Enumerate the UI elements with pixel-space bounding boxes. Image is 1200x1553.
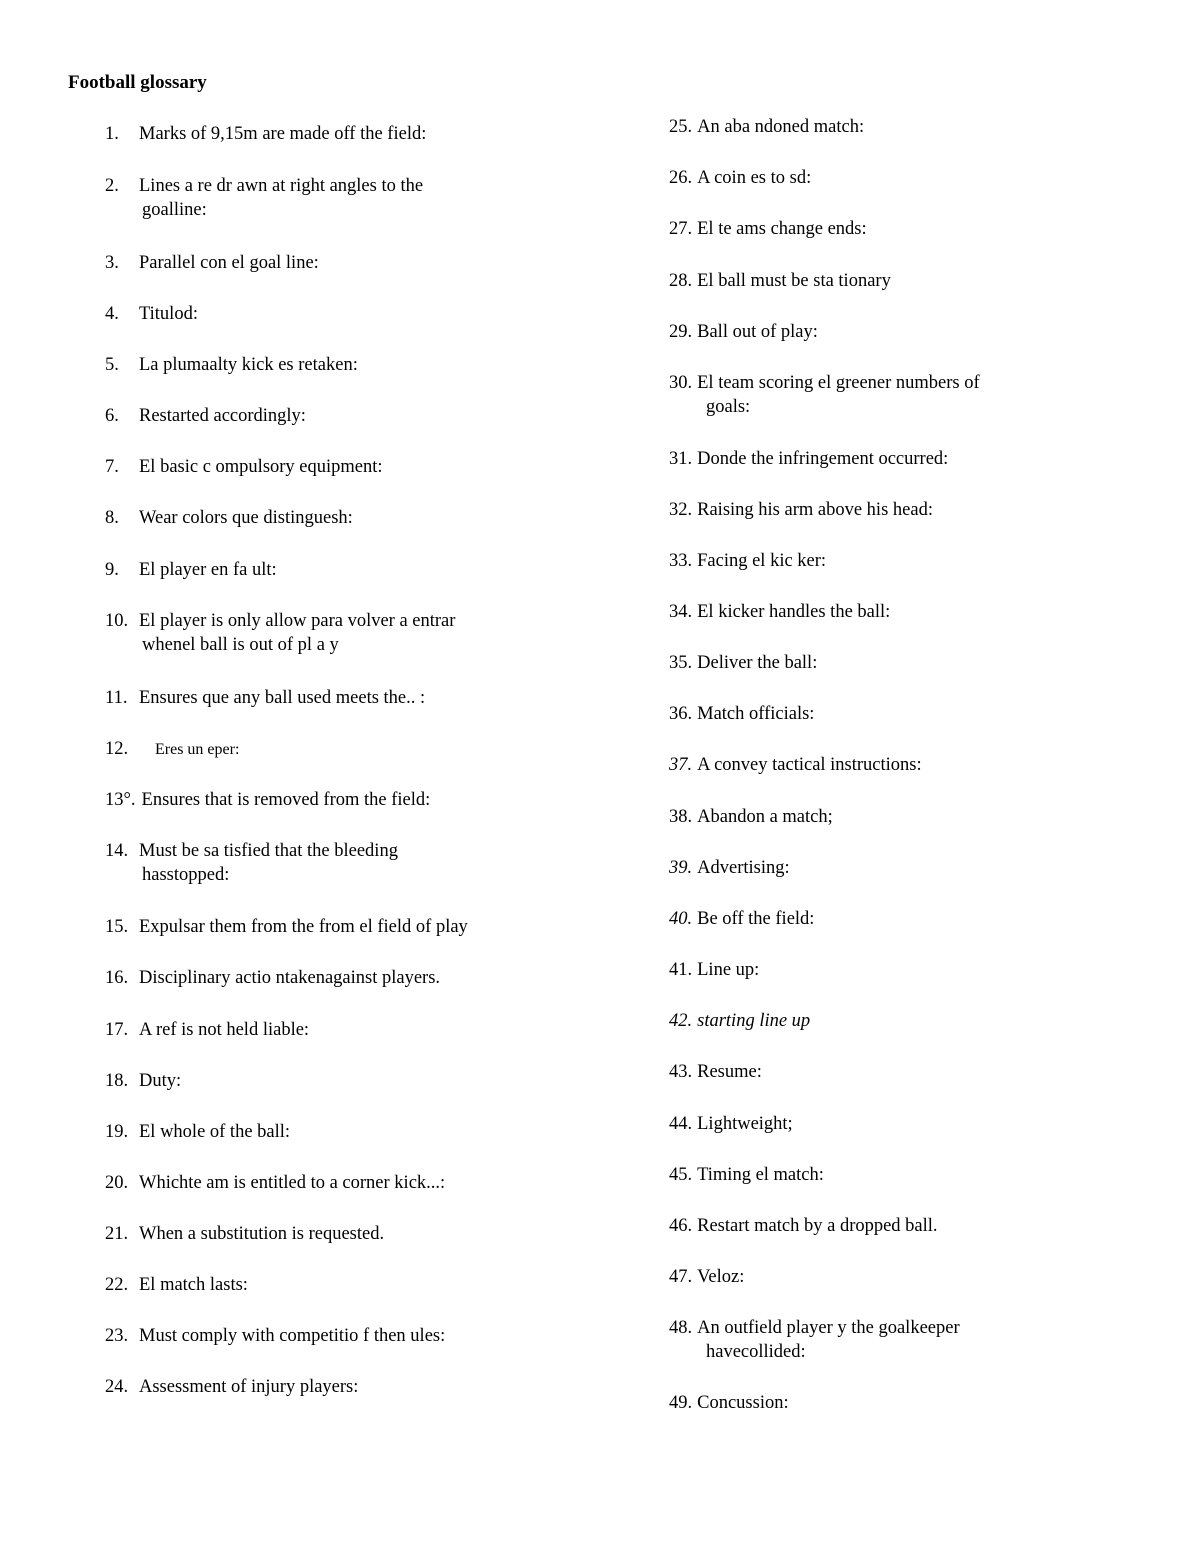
item-number: 26. [669, 168, 693, 188]
glossary-item [105, 915, 555, 939]
item-text: Must be sa tisfied that the bleeding [139, 841, 398, 861]
item-text: El kicker handles the ball: [697, 602, 891, 622]
item-text: Restart match by a dropped ball. [697, 1216, 938, 1236]
item-number: 4. [105, 304, 119, 324]
glossary-item [105, 1273, 555, 1297]
glossary-item [105, 1120, 555, 1144]
item-number: 34. [669, 602, 693, 622]
item-text: Parallel con el goal line: [139, 253, 319, 273]
glossary-item [105, 788, 555, 812]
item-text: Line up: [697, 960, 760, 980]
item-text: Lines a re dr awn at right angles to the [139, 176, 424, 196]
item-number: 20. [105, 1173, 129, 1193]
item-number: 6. [105, 406, 119, 426]
glossary-item [669, 1265, 1069, 1289]
item-number: 23. [105, 1326, 129, 1346]
item-number: 8. [105, 508, 119, 528]
item-text: Wear colors que distinguesh: [139, 508, 353, 528]
item-number: 11. [105, 688, 128, 708]
item-text: An outfield player y the goalkeeper [697, 1318, 960, 1338]
item-number: 44. [669, 1114, 693, 1134]
glossary-item [669, 1391, 1069, 1415]
item-number: 16. [105, 968, 129, 988]
item-text: Raising his arm above his head: [697, 500, 933, 520]
glossary-item [105, 353, 555, 377]
glossary-item [105, 174, 555, 222]
glossary-item [669, 549, 1069, 573]
item-number: 35. [669, 653, 693, 673]
glossary-item [669, 320, 1069, 344]
glossary-item [669, 702, 1069, 726]
item-number: 19. [105, 1122, 129, 1142]
glossary-item [669, 115, 1069, 139]
item-number: 27. [669, 219, 693, 239]
item-text-continued: havecollided: [706, 1342, 806, 1362]
item-number: 47. [669, 1267, 693, 1287]
item-number: 17. [105, 1020, 129, 1040]
glossary-item [669, 1060, 1069, 1084]
item-number: 36. [669, 704, 693, 724]
glossary-item [669, 269, 1069, 293]
item-number: 29. [669, 322, 693, 342]
glossary-item [105, 558, 555, 582]
item-text: Titulod: [139, 304, 198, 324]
item-text: Match officials: [697, 704, 815, 724]
item-text: Ensures that is removed from the field: [141, 790, 431, 810]
item-number: 1. [105, 124, 119, 144]
item-text: Restarted accordingly: [139, 406, 306, 426]
item-number: 2. [105, 176, 119, 196]
item-text: El basic c ompulsory equipment: [139, 457, 383, 477]
item-text: Resume: [697, 1062, 762, 1082]
glossary-item [669, 1009, 1069, 1033]
item-text: Expulsar them from the from el field of play [139, 917, 468, 937]
glossary-item [105, 302, 555, 326]
glossary-item [105, 404, 555, 428]
page-title: Football glossary [68, 72, 207, 93]
item-text: A convey tactical instructions: [697, 755, 922, 775]
item-number: 21. [105, 1224, 129, 1244]
glossary-item [105, 1171, 555, 1195]
glossary-item [105, 1324, 555, 1348]
item-number: 14. [105, 841, 129, 861]
item-number: 42. [669, 1011, 693, 1031]
glossary-item [105, 251, 555, 275]
item-text: Lightweight; [697, 1114, 793, 1134]
item-number: 41. [669, 960, 693, 980]
glossary-item [105, 1222, 555, 1246]
item-number: 46. [669, 1216, 693, 1236]
glossary-item [105, 1018, 555, 1042]
glossary-item [669, 958, 1069, 982]
item-text: A coin es to sd: [697, 168, 812, 188]
item-number: 13°. [105, 790, 136, 810]
item-text: Must comply with competitio f then ules: [139, 1326, 446, 1346]
item-number: 12. [105, 739, 129, 759]
glossary-item [669, 217, 1069, 241]
item-number: 25. [669, 117, 693, 137]
glossary-item [105, 966, 555, 990]
item-text: El te ams change ends: [697, 219, 867, 239]
glossary-item [669, 805, 1069, 829]
glossary-item [669, 166, 1069, 190]
item-text: Be off the field: [697, 909, 815, 929]
item-number: 24. [105, 1377, 129, 1397]
item-number: 28. [669, 271, 693, 291]
glossary-item [105, 686, 555, 710]
item-text-continued: hasstopped: [142, 865, 230, 885]
glossary-item [669, 1163, 1069, 1187]
item-text: Whichte am is entitled to a corner kick...: [139, 1173, 446, 1193]
item-text: starting line up [697, 1011, 811, 1031]
item-number: 3. [105, 253, 119, 273]
item-text: Timing el match: [697, 1165, 824, 1185]
item-text: El match lasts: [139, 1275, 248, 1295]
glossary-item [669, 498, 1069, 522]
item-number: 10. [105, 611, 129, 631]
item-text: Disciplinary actio ntakenagainst players. [139, 968, 441, 988]
glossary-item [105, 839, 555, 887]
glossary-item [669, 907, 1069, 931]
glossary-item [669, 1112, 1069, 1136]
glossary-item [105, 122, 555, 146]
glossary-item [669, 1316, 1069, 1364]
item-number: 32. [669, 500, 693, 520]
item-text: El ball must be sta tionary [697, 271, 891, 291]
glossary-item [669, 651, 1069, 675]
glossary-item [669, 600, 1069, 624]
item-text: El player is only allow para volver a entrar [139, 611, 456, 631]
glossary-item [105, 737, 555, 762]
item-text: El whole of the ball: [139, 1122, 291, 1142]
item-number: 9. [105, 560, 119, 580]
item-number: 45. [669, 1165, 693, 1185]
item-text: Facing el kic ker: [697, 551, 827, 571]
item-text: El team scoring el greener numbers of [697, 373, 980, 393]
item-text: El player en fa ult: [139, 560, 277, 580]
item-text: Eres un eper: [155, 741, 240, 758]
item-text-continued: goalline: [142, 200, 207, 220]
item-number: 7. [105, 457, 119, 477]
glossary-item [105, 455, 555, 479]
glossary-item [105, 609, 555, 657]
item-number: 31. [669, 449, 693, 469]
item-number: 37. [669, 755, 693, 775]
item-number: 40. [669, 909, 693, 929]
item-text: An aba ndoned match: [697, 117, 865, 137]
item-text: Duty: [139, 1071, 182, 1091]
item-text: Concussion: [697, 1393, 789, 1413]
item-text: Veloz: [697, 1267, 745, 1287]
glossary-item [669, 1214, 1069, 1238]
item-text-continued: goals: [706, 397, 751, 417]
item-number: 33. [669, 551, 693, 571]
item-number: 48. [669, 1318, 693, 1338]
glossary-item [669, 753, 1069, 777]
item-text-continued: whenel ball is out of pl a y [142, 635, 339, 655]
item-text: Donde the infringement occurred: [697, 449, 949, 469]
item-number: 43. [669, 1062, 693, 1082]
item-text: Abandon a match; [697, 807, 833, 827]
item-number: 15. [105, 917, 129, 937]
glossary-item [669, 856, 1069, 880]
item-text: A ref is not held liable: [139, 1020, 310, 1040]
item-number: 22. [105, 1275, 129, 1295]
glossary-item [669, 447, 1069, 471]
item-text: Advertising: [697, 858, 790, 878]
item-number: 49. [669, 1393, 693, 1413]
item-text: Marks of 9,15m are made off the field: [139, 124, 427, 144]
item-text: Deliver the ball: [697, 653, 818, 673]
item-number: 5. [105, 355, 119, 375]
glossary-item [105, 506, 555, 530]
glossary-item [669, 371, 1069, 419]
item-number: 30. [669, 373, 693, 393]
glossary-item [105, 1069, 555, 1093]
item-text: Ensures que any ball used meets the.. : [139, 688, 426, 708]
item-text: Assessment of injury players: [139, 1377, 359, 1397]
glossary-item [105, 1375, 555, 1399]
item-text: When a substitution is requested. [139, 1224, 385, 1244]
item-number: 38. [669, 807, 693, 827]
item-text: Ball out of play: [697, 322, 818, 342]
item-number: 18. [105, 1071, 129, 1091]
item-text: La plumaalty kick es retaken: [139, 355, 358, 375]
item-number: 39. [669, 858, 693, 878]
